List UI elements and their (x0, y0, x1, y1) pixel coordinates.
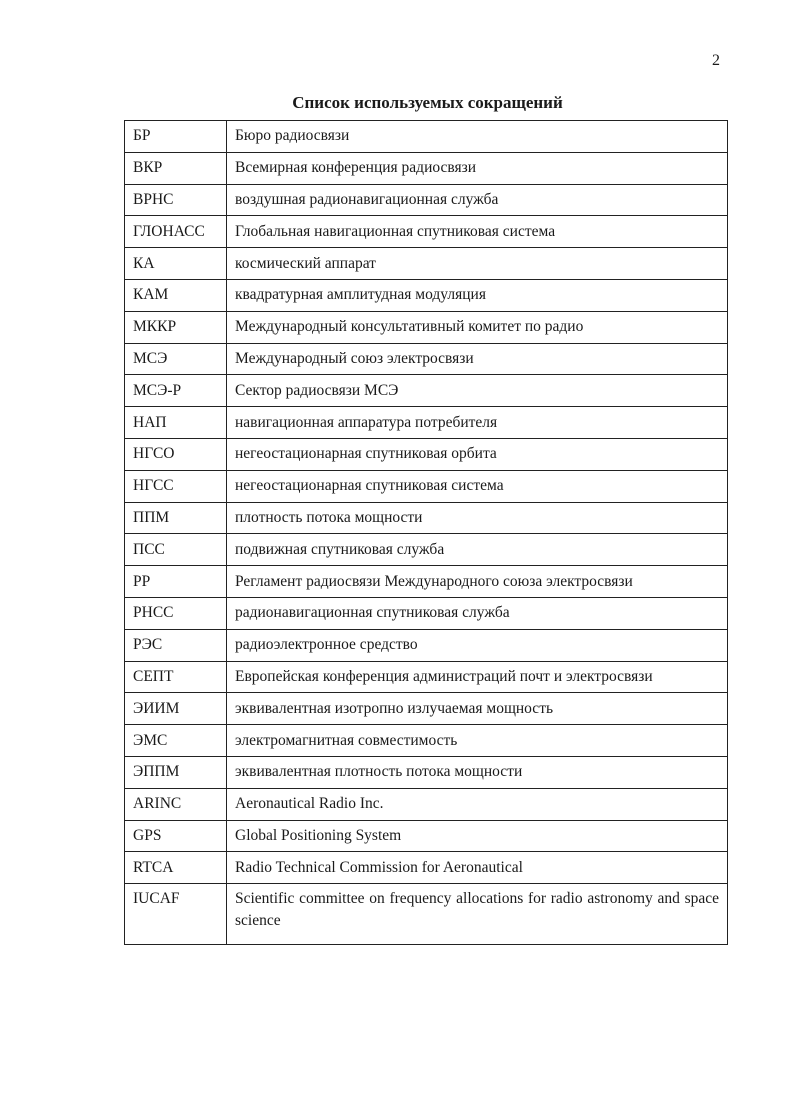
meaning-cell: Бюро радиосвязи (227, 121, 728, 153)
abbreviation-cell: ВКР (125, 152, 227, 184)
table-row (125, 629, 728, 661)
table-row (125, 184, 728, 216)
meaning-cell: эквивалентная изотропно излучаемая мощность (227, 693, 728, 725)
meaning-cell: воздушная радионавигационная служба (227, 184, 728, 216)
table-row (125, 311, 728, 343)
meaning-cell: Всемирная конференция радиосвязи (227, 152, 728, 184)
meaning-cell: электромагнитная совместимость (227, 725, 728, 757)
abbreviation-cell: РНСС (125, 597, 227, 629)
abbreviations-table (124, 120, 728, 945)
abbreviations-table-body (125, 121, 728, 945)
meaning-cell: Сектор радиосвязи МСЭ (227, 375, 728, 407)
abbreviation-cell: ЭМС (125, 725, 227, 757)
table-row (125, 248, 728, 280)
meaning-cell: Radio Technical Commission for Aeronautical (227, 852, 728, 884)
table-row (125, 279, 728, 311)
abbreviation-cell: МККР (125, 311, 227, 343)
meaning-cell: негеостационарная спутниковая система (227, 470, 728, 502)
meaning-cell: Aeronautical Radio Inc. (227, 788, 728, 820)
table-row (125, 566, 728, 598)
meaning-cell: Европейская конференция администраций почт и электросвязи (227, 661, 728, 693)
abbreviation-cell: IUCAF (125, 884, 227, 945)
page-number: 2 (712, 52, 720, 69)
table-row (125, 661, 728, 693)
meaning-cell: Scientific committee on frequency allocations for radio astronomy and space science (227, 884, 728, 945)
meaning-cell: квадратурная амплитудная модуляция (227, 279, 728, 311)
table-row (125, 152, 728, 184)
meaning-cell: плотность потока мощности (227, 502, 728, 534)
abbreviation-cell: НАП (125, 407, 227, 439)
meaning-cell: космический аппарат (227, 248, 728, 280)
table-row (125, 216, 728, 248)
table-row (125, 470, 728, 502)
abbreviation-cell: ГЛОНАСС (125, 216, 227, 248)
table-row (125, 375, 728, 407)
abbreviation-cell: ЭИИМ (125, 693, 227, 725)
abbreviation-cell: ППМ (125, 502, 227, 534)
table-row (125, 121, 728, 153)
page-title: Список используемых сокращений (292, 93, 563, 112)
abbreviation-cell: GPS (125, 820, 227, 852)
table-row (125, 725, 728, 757)
table-row (125, 438, 728, 470)
meaning-cell: Международный консультативный комитет по радио (227, 311, 728, 343)
abbreviation-cell: РР (125, 566, 227, 598)
table-row (125, 852, 728, 884)
abbreviation-cell: БР (125, 121, 227, 153)
table-row (125, 534, 728, 566)
abbreviation-cell: НГСО (125, 438, 227, 470)
abbreviation-cell: РЭС (125, 629, 227, 661)
table-row (125, 820, 728, 852)
meaning-cell: негеостационарная спутниковая орбита (227, 438, 728, 470)
table-row (125, 597, 728, 629)
table-row (125, 407, 728, 439)
meaning-cell: Международный союз электросвязи (227, 343, 728, 375)
table-row (125, 756, 728, 788)
meaning-cell: Глобальная навигационная спутниковая система (227, 216, 728, 248)
abbreviation-cell: КАМ (125, 279, 227, 311)
abbreviation-cell: НГСС (125, 470, 227, 502)
table-row (125, 884, 728, 945)
abbreviation-cell: ВРНС (125, 184, 227, 216)
meaning-cell: радионавигационная спутниковая служба (227, 597, 728, 629)
table-row (125, 343, 728, 375)
meaning-cell: эквивалентная плотность потока мощности (227, 756, 728, 788)
abbreviation-cell: ЭППМ (125, 756, 227, 788)
meaning-cell: Global Positioning System (227, 820, 728, 852)
abbreviation-cell: СЕПТ (125, 661, 227, 693)
abbreviation-cell: RTCA (125, 852, 227, 884)
table-row (125, 502, 728, 534)
meaning-cell: радиоэлектронное средство (227, 629, 728, 661)
abbreviation-cell: ARINC (125, 788, 227, 820)
meaning-cell: навигационная аппаратура потребителя (227, 407, 728, 439)
abbreviation-cell: ПСС (125, 534, 227, 566)
meaning-cell: Регламент радиосвязи Международного союза электросвязи (227, 566, 728, 598)
abbreviation-cell: КА (125, 248, 227, 280)
abbreviation-cell: МСЭ (125, 343, 227, 375)
table-row (125, 788, 728, 820)
abbreviation-cell: МСЭ-Р (125, 375, 227, 407)
table-row (125, 693, 728, 725)
meaning-cell: подвижная спутниковая служба (227, 534, 728, 566)
